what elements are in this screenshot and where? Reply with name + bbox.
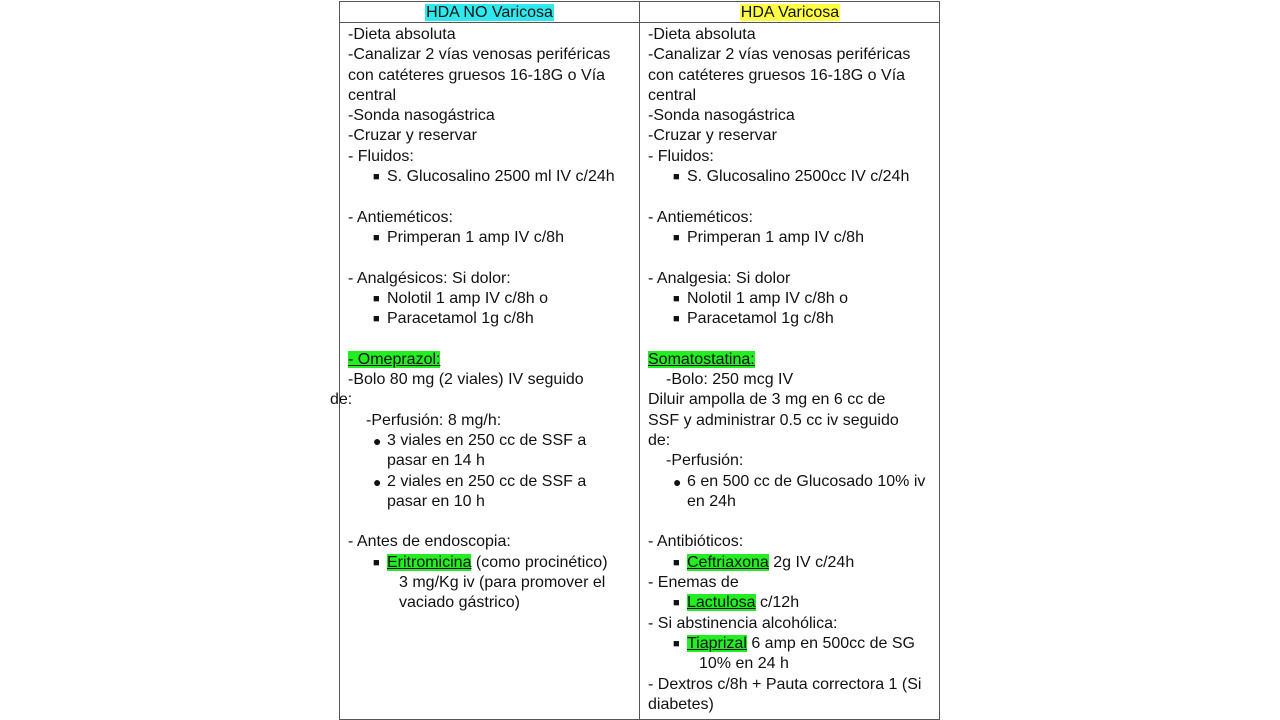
square-bullet-icon: ■ (373, 171, 380, 184)
item-enemas: - Enemas de (648, 574, 739, 592)
dot-bullet-icon: ● (373, 432, 382, 449)
eritromicina-detail: 3 mg/Kg iv (para promover el (399, 574, 606, 592)
square-bullet-icon: ■ (673, 597, 680, 610)
list-item: ● 3 viales en 250 cc de SSF a pasar en 14 h (348, 431, 639, 472)
item-perfusion: -Perfusión: (666, 452, 744, 470)
dot-bullet-icon: ● (673, 473, 682, 490)
item-fluidos: - Fluidos: (348, 147, 414, 165)
item-canalizar: -Canalizar 2 vías venosas periféricas con catéteres gruesos 16-18G o Vía central (648, 46, 911, 104)
list-item: ● 6 en 500 cc de Glucosado 10% iv en 24h (648, 472, 940, 513)
list-item: ■ Lactulosa c/12h (648, 593, 940, 613)
dot-bullet-icon: ● (373, 473, 382, 490)
square-bullet-icon: ■ (673, 171, 680, 184)
column-no-varicosa (330, 23, 640, 719)
list-item: ■ S. Glucosalino 2500 ml IV c/24h (348, 167, 639, 187)
item-fluidos: - Fluidos: (648, 147, 714, 165)
list-item: ■ Nolotil 1 amp IV c/8h o (648, 289, 940, 309)
list-item: ● 2 viales en 250 cc de SSF a pasar en 10 h (348, 472, 639, 513)
item-diluir: Diluir ampolla de 3 mg en 6 cc de SSF y administrar 0.5 cc iv seguido de: (648, 391, 899, 449)
treatment-comparison-table (330, 1, 940, 720)
list-item: ■ Primperan 1 amp IV c/8h (648, 228, 940, 248)
square-bullet-icon: ■ (373, 313, 380, 326)
header-varicosa: HDA Varicosa (640, 2, 940, 23)
item-analgesia: - Analgesia: Si dolor (648, 269, 791, 287)
list-item: ■ Paracetamol 1g c/8h (348, 309, 639, 329)
item-bolo: -Bolo: 250 mcg IV (666, 371, 794, 389)
item-bolo: -Bolo 80 mg (2 viales) IV seguido de: (330, 371, 584, 409)
item-antes-endoscopia: - Antes de endoscopia: (348, 533, 511, 551)
item-antiemeticos: - Antieméticos: (648, 208, 753, 226)
square-bullet-icon: ■ (673, 637, 680, 650)
item-antiemeticos: - Antieméticos: (348, 208, 453, 226)
item-dieta: -Dieta absoluta (648, 26, 756, 43)
item-sonda: -Sonda nasogástrica (648, 107, 795, 125)
square-bullet-icon: ■ (373, 556, 380, 569)
list-item: ■ S. Glucosalino 2500cc IV c/24h (648, 167, 940, 187)
list-item: ■ Eritromicina (como procinético) (348, 553, 639, 573)
item-canalizar: -Canalizar 2 vías venosas periféricas con catéteres gruesos 16-18G o Vía central (348, 46, 611, 104)
item-antibioticos: - Antibióticos: (648, 533, 744, 551)
square-bullet-icon: ■ (673, 292, 680, 305)
item-analgesicos: - Analgésicos: Si dolor: (348, 269, 511, 287)
item-abstinencia: - Si abstinencia alcohólica: (648, 614, 838, 632)
item-cruzar: -Cruzar y reservar (348, 127, 477, 145)
list-item: ■ Ceftriaxona 2g IV c/24h (648, 553, 940, 573)
tiaprizal-detail: 10% en 24 h (699, 655, 789, 673)
list-item: ■ Paracetamol 1g c/8h (648, 309, 940, 329)
square-bullet-icon: ■ (673, 231, 680, 244)
item-dieta: -Dieta absoluta (348, 26, 456, 43)
square-bullet-icon: ■ (373, 292, 380, 305)
item-cruzar: -Cruzar y reservar (648, 127, 777, 145)
item-sonda: -Sonda nasogástrica (348, 107, 495, 125)
column-varicosa (640, 23, 940, 719)
square-bullet-icon: ■ (373, 231, 380, 244)
eritromicina-detail-2: vaciado gástrico) (399, 594, 520, 612)
list-item: ■ Tiaprizal 6 amp en 500cc de SG (648, 634, 940, 654)
header-no-varicosa: HDA NO Varicosa (340, 2, 640, 23)
square-bullet-icon: ■ (673, 556, 680, 569)
list-item: ■ Nolotil 1 amp IV c/8h o (348, 289, 639, 309)
item-dextros: - Dextros c/8h + Pauta correctora 1 (Si diabetes) (648, 675, 922, 713)
square-bullet-icon: ■ (673, 313, 680, 326)
list-item: ■ Primperan 1 amp IV c/8h (348, 228, 639, 248)
item-somatostatina: Somatostatina: (648, 350, 755, 368)
item-perfusion: -Perfusión: 8 mg/h: (366, 411, 502, 429)
item-omeprazol: - Omeprazol: (348, 350, 441, 368)
